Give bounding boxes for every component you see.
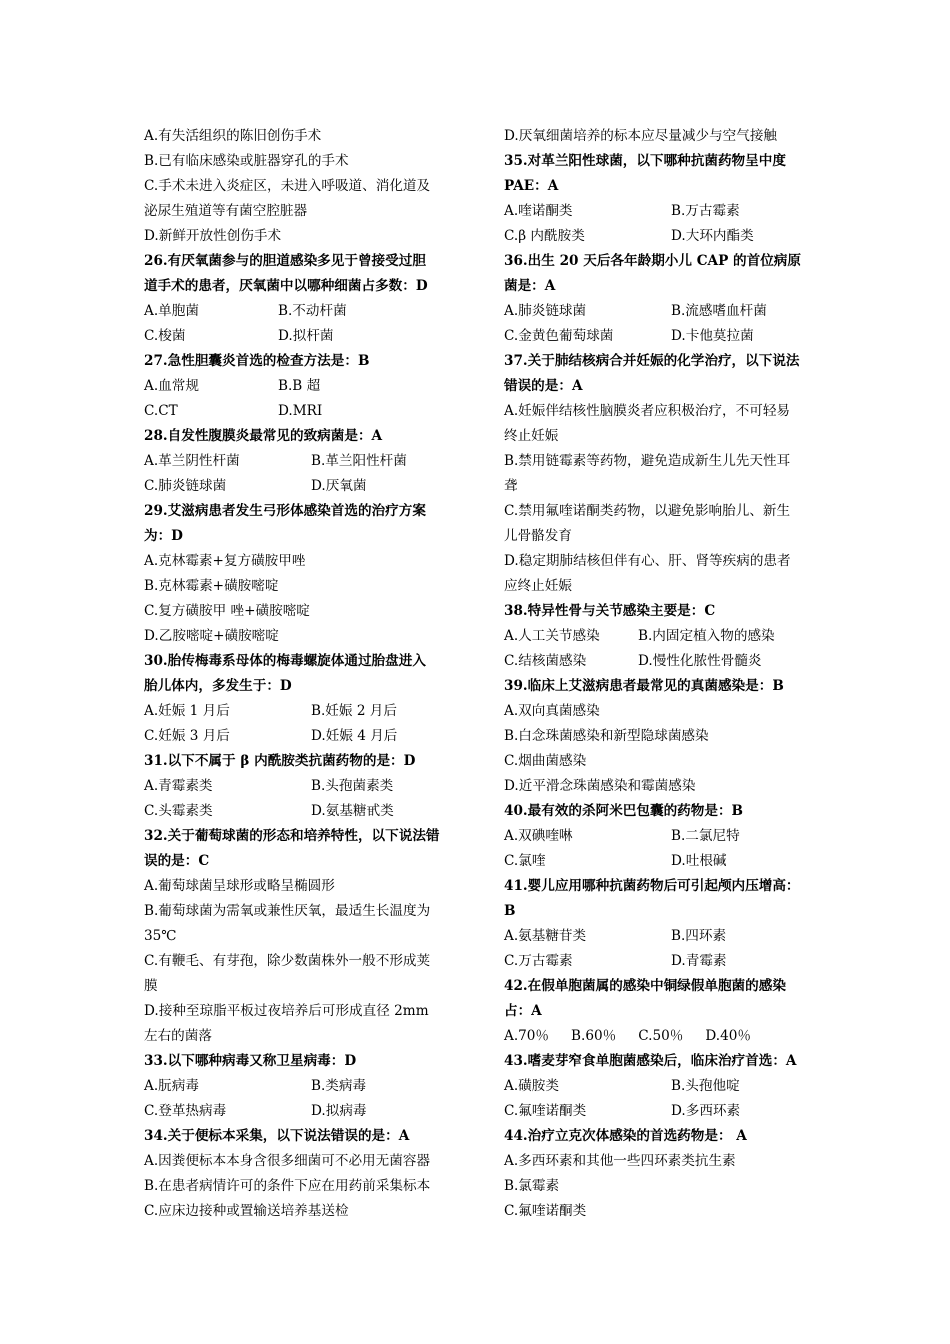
- option-line: B.B 超: [278, 378, 321, 394]
- question-line: 32.关于葡萄球菌的形态和培养特性，以下说法错: [144, 828, 440, 844]
- option-line: A.氨基糖苷类: [504, 928, 587, 944]
- question-line: 为：D: [144, 528, 183, 544]
- option-line: B.二氯尼特: [671, 828, 740, 844]
- question-line: 28.自发性腹膜炎最常见的致病菌是：A: [144, 428, 383, 444]
- question-line: 43.嗜麦芽窄食单胞菌感染后，临床治疗首选：A: [504, 1053, 797, 1069]
- option-pair: [504, 324, 810, 349]
- question-line: 30.胎传梅毒系母体的梅毒螺旋体通过胎盘进入: [144, 653, 426, 669]
- option-line: A.喹诺酮类: [504, 203, 573, 219]
- option-line: A.因粪便标本本身含很多细菌可不必用无菌容器: [144, 1153, 431, 1169]
- option-pair: [504, 849, 810, 874]
- option-line: B.克林霉素+磺胺嘧啶: [144, 578, 279, 594]
- option-line: D.大环内酯类: [671, 228, 754, 244]
- option-line: B.已有临床感染或脏器穿孔的手术: [144, 153, 349, 169]
- option-pair: [504, 824, 810, 849]
- option-line: D.慢性化脓性骨髓炎: [638, 653, 762, 669]
- option-line: A.双向真菌感染: [504, 703, 600, 719]
- option-pair: [144, 699, 450, 724]
- option-line: B.妊娠 2 月后: [311, 703, 397, 719]
- option-line: D.40％: [705, 1028, 752, 1044]
- option-line: B.禁用链霉素等药物，避免造成新生儿先天性耳: [504, 453, 791, 469]
- option-line: D.吐根碱: [671, 853, 727, 869]
- option-line: C.妊娠 3 月后: [144, 728, 230, 744]
- option-line: C.氯喹: [504, 853, 546, 869]
- question-line: 误的是：C: [144, 853, 210, 869]
- option-pair: [144, 299, 450, 324]
- option-line: C.有鞭毛、有芽孢，除少数菌株外一般不形成荚: [144, 953, 431, 969]
- question-line: 42.在假单胞菌属的感染中铜绿假单胞菌的感染: [504, 978, 786, 994]
- option-pair: [504, 949, 810, 974]
- option-line: 应终止妊娠: [504, 578, 572, 594]
- option-pair: [144, 324, 450, 349]
- option-line: D.多西环素: [671, 1103, 741, 1119]
- option-line: C.万古霉素: [504, 953, 573, 969]
- question-line: 占：A: [504, 1003, 542, 1019]
- option-line: D.厌氧细菌培养的标本应尽量减少与空气接触: [504, 128, 778, 144]
- option-line: B.流感嗜血杆菌: [671, 303, 767, 319]
- option-line: D.乙胺嘧啶+磺胺嘧啶: [144, 628, 279, 644]
- question-line: B: [504, 903, 516, 919]
- question-line: 33.以下哪种病毒又称卫星病毒：D: [144, 1053, 357, 1069]
- option-line: C.氟喹诺酮类: [504, 1203, 587, 1219]
- option-line: 儿骨骼发育: [504, 528, 572, 544]
- option-line: C.β 内酰胺类: [504, 228, 585, 244]
- question-line: 41.婴儿应用哪种抗菌药物后可引起颅内压增高：: [504, 878, 800, 894]
- option-line: C.梭菌: [144, 328, 186, 344]
- option-line: D.近平滑念珠菌感染和霉菌感染: [504, 778, 696, 794]
- question-line: 34.关于便标本采集，以下说法错误的是：A: [144, 1128, 410, 1144]
- option-line: B.革兰阳性杆菌: [311, 453, 407, 469]
- option-pair: [504, 624, 810, 649]
- question-line: 39.临床上艾滋病患者最常见的真菌感染是：B: [504, 678, 784, 694]
- option-line: C.CT: [144, 403, 178, 419]
- option-line: D.氨基糖甙类: [311, 803, 394, 819]
- right-column: [504, 124, 810, 1224]
- option-line: A.妊娠 1 月后: [144, 703, 230, 719]
- option-pair: [144, 374, 450, 399]
- option-line: B.头孢菌素类: [311, 778, 394, 794]
- question-line: 道手术的患者，厌氧菌中以哪种细菌占多数：D: [144, 278, 428, 294]
- option-line: C.金黄色葡萄球菌: [504, 328, 614, 344]
- option-line: A.人工关节感染: [504, 628, 600, 644]
- option-line: D.MRI: [278, 403, 323, 419]
- question-line: 27.急性胆囊炎首选的检查方法是：B: [144, 353, 370, 369]
- question-line: PAE：A: [504, 178, 559, 194]
- option-line: B.万古霉素: [671, 203, 740, 219]
- option-line: 泌尿生殖道等有菌空腔脏器: [144, 203, 308, 219]
- option-pair: [144, 474, 450, 499]
- option-line: C.50％: [638, 1028, 684, 1044]
- option-pair: [144, 449, 450, 474]
- option-line: A.血常规: [144, 378, 199, 394]
- option-pair: [504, 199, 810, 224]
- option-pair: [144, 1099, 450, 1124]
- option-line: A.单胞菌: [144, 303, 199, 319]
- question-line: 35.对革兰阳性球菌，以下哪种抗菌药物呈中度: [504, 153, 786, 169]
- option-line: D.妊娠 4 月后: [311, 728, 398, 744]
- option-line: A.革兰阴性杆菌: [144, 453, 240, 469]
- question-line: 40.最有效的杀阿米巴包囊的药物是：B: [504, 803, 744, 819]
- option-line: A.多西环素和其他一些四环素类抗生素: [504, 1153, 736, 1169]
- option-line: 聋: [504, 478, 518, 494]
- option-line: A.克林霉素+复方磺胺甲唑: [144, 553, 306, 569]
- option-line: C.结核菌感染: [504, 653, 587, 669]
- option-line: B.在患者病情许可的条件下应在用药前采集标本: [144, 1178, 431, 1194]
- option-line: D.厌氧菌: [311, 478, 367, 494]
- option-line: B.类病毒: [311, 1078, 367, 1094]
- question-line: 29.艾滋病患者发生弓形体感染首选的治疗方案: [144, 503, 426, 519]
- question-line: 错误的是：A: [504, 378, 583, 394]
- option-line: A.朊病毒: [144, 1078, 199, 1094]
- option-line: B.头孢他啶: [671, 1078, 740, 1094]
- option-line: B.四环素: [671, 928, 727, 944]
- option-pair: [144, 1074, 450, 1099]
- option-line: D.青霉素: [671, 953, 727, 969]
- option-pair: [144, 724, 450, 749]
- question-line: 26.有厌氧菌参与的胆道感染多见于曾接受过胆: [144, 253, 426, 269]
- option-line: C.头霉素类: [144, 803, 213, 819]
- question-line: 菌是：A: [504, 278, 556, 294]
- option-line: D.拟病毒: [311, 1103, 367, 1119]
- option-line: B.葡萄球菌为需氧或兼性厌氧，最适生长温度为: [144, 903, 431, 919]
- option-pair: [144, 399, 450, 424]
- question-line: 31.以下不属于 β 内酰胺类抗菌药物的是：D: [144, 753, 416, 769]
- option-line: A.双碘喹啉: [504, 828, 573, 844]
- option-line: C.氟喹诺酮类: [504, 1103, 587, 1119]
- option-line: A.妊娠伴结核性脑膜炎者应积极治疗，不可轻易: [504, 403, 791, 419]
- option-line: C.禁用氟喹诺酮类药物，以避免影响胎儿、新生: [504, 503, 791, 519]
- option-pair: [504, 224, 810, 249]
- option-line: A.磺胺类: [504, 1078, 559, 1094]
- option-line: A.葡萄球菌呈球形或略呈椭圆形: [144, 878, 335, 894]
- option-line: A.青霉素类: [144, 778, 213, 794]
- option-line: B.内固定植入物的感染: [638, 628, 775, 644]
- option-line: B.氯霉素: [504, 1178, 560, 1194]
- option-line: B.60％: [571, 1028, 617, 1044]
- option-line: C.复方磺胺甲 唑+磺胺嘧啶: [144, 603, 310, 619]
- option-line: D.卡他莫拉菌: [671, 328, 754, 344]
- option-line: A.70％: [504, 1028, 550, 1044]
- option-line: B.不动杆菌: [278, 303, 347, 319]
- option-line: 35℃: [144, 928, 177, 944]
- option-line: C.应床边接种或置输送培养基送检: [144, 1203, 349, 1219]
- option-pair: [504, 299, 810, 324]
- option-line: C.手术未进入炎症区，未进入呼吸道、消化道及: [144, 178, 431, 194]
- option-line: C.肺炎链球菌: [144, 478, 227, 494]
- option-line: 膜: [144, 978, 158, 994]
- option-line: D.接种至琼脂平板过夜培养后可形成直径 2mm: [144, 1003, 429, 1019]
- option-line: C.登革热病毒: [144, 1103, 227, 1119]
- left-column: [144, 124, 450, 1224]
- option-row: [504, 1024, 810, 1049]
- option-line: D.稳定期肺结核但伴有心、肝、肾等疾病的患者: [504, 553, 791, 569]
- option-pair: [504, 1099, 810, 1124]
- option-line: D.新鲜开放性创伤手术: [144, 228, 282, 244]
- option-pair: [504, 1074, 810, 1099]
- question-line: 44.治疗立克次体感染的首选药物是： A: [504, 1128, 747, 1144]
- question-line: 38.特异性骨与关节感染主要是：C: [504, 603, 716, 619]
- question-line: 36.出生 20 天后各年龄期小儿 CAP 的首位病原: [504, 253, 801, 269]
- option-line: 左右的菌落: [144, 1028, 212, 1044]
- option-line: A.有失活组织的陈旧创伤手术: [144, 128, 322, 144]
- option-line: C.烟曲菌感染: [504, 753, 587, 769]
- option-line: 终止妊娠: [504, 428, 559, 444]
- option-line: A.肺炎链球菌: [504, 303, 587, 319]
- option-pair: [504, 924, 810, 949]
- option-pair: [504, 649, 810, 674]
- question-line: 37.关于肺结核病合并妊娠的化学治疗，以下说法: [504, 353, 800, 369]
- option-line: D.拟杆菌: [278, 328, 334, 344]
- option-pair: [144, 799, 450, 824]
- option-line: B.白念珠菌感染和新型隐球菌感染: [504, 728, 709, 744]
- question-line: 胎儿体内，多发生于：D: [144, 678, 292, 694]
- option-pair: [144, 774, 450, 799]
